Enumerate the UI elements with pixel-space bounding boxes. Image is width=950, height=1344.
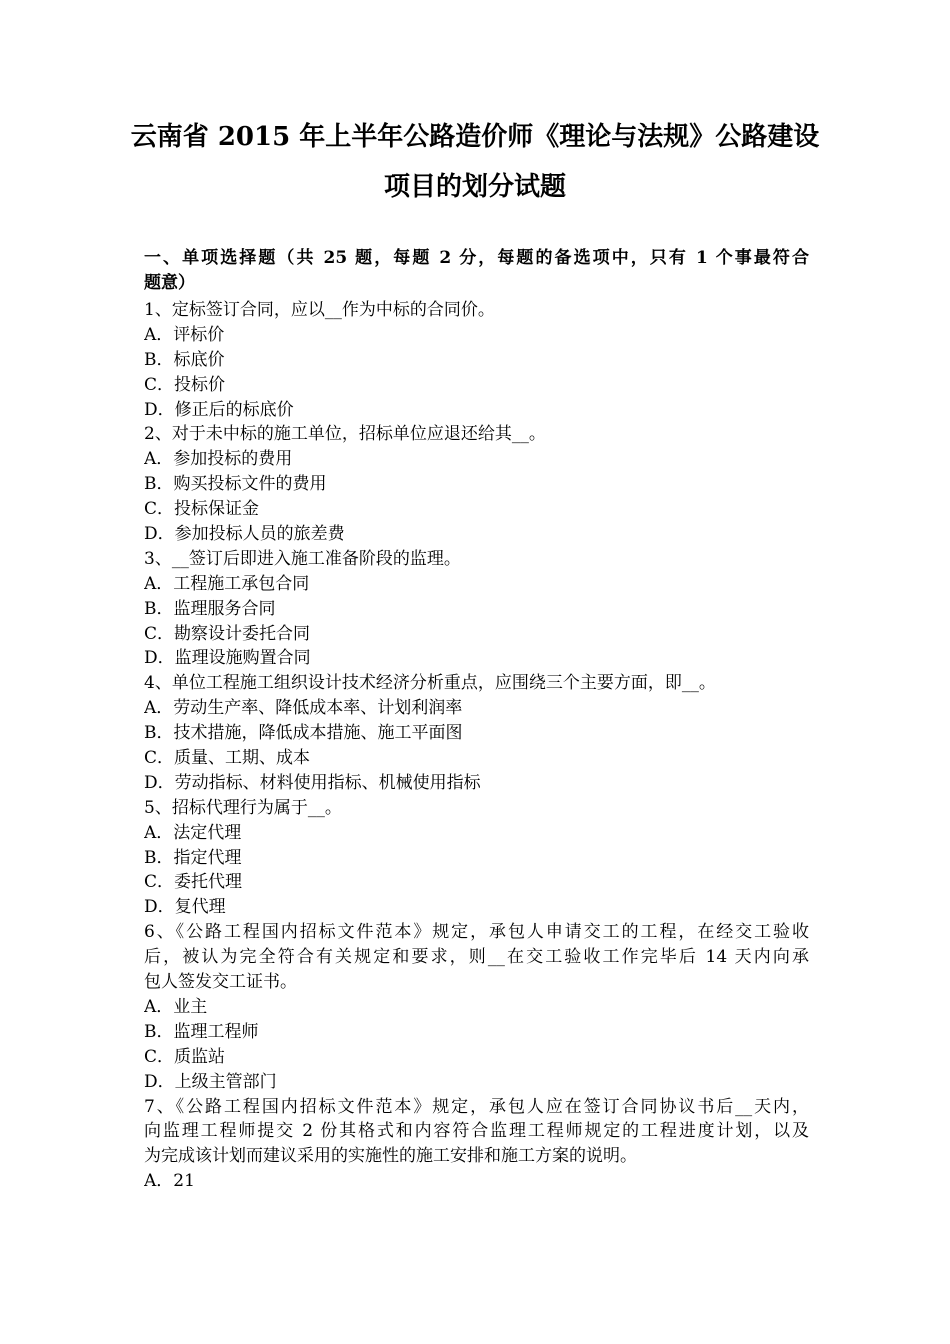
answer-option: A．劳动生产率、降低成本率、计划利润率 bbox=[144, 698, 463, 719]
answer-option: A．法定代理 bbox=[144, 822, 242, 843]
answer-option: C．投标价 bbox=[144, 374, 226, 395]
document-title-line-1: 云南省 2015 年上半年公路造价师《理论与法规》公路建设 bbox=[130, 122, 820, 152]
document-title-line-2: 项目的划分试题 bbox=[383, 172, 566, 202]
answer-option: D．修正后的标底价 bbox=[144, 399, 294, 420]
question-stem-line: 包人签发交工证书。 bbox=[144, 972, 297, 993]
answer-option: A．参加投标的费用 bbox=[144, 449, 293, 470]
answer-option: B．技术措施，降低成本措施、施工平面图 bbox=[144, 723, 463, 744]
answer-option: B．监理工程师 bbox=[144, 1021, 259, 1042]
question-stem-line: 2、对于未中标的施工单位，招标单位应退还给其__。 bbox=[144, 424, 546, 445]
question-item bbox=[144, 920, 809, 1094]
question-stem-line: 1、定标签订合同，应以__作为中标的合同价。 bbox=[144, 300, 495, 320]
answer-option: A．业主 bbox=[144, 996, 208, 1017]
question-item bbox=[144, 671, 809, 795]
answer-option: C．投标保证金 bbox=[144, 499, 260, 520]
answer-option: D．复代理 bbox=[144, 897, 226, 918]
question-item bbox=[144, 796, 809, 920]
question-stem-line: 为完成该计划而建议采用的实施性的施工安排和施工方案的说明。 bbox=[144, 1146, 637, 1167]
question-stem-line: 6、《公路工程国内招标文件范本》规定，承包人申请交工的工程，在经交工验收 bbox=[144, 922, 809, 943]
answer-option: C．质监站 bbox=[144, 1046, 226, 1067]
answer-option: A．工程施工承包合同 bbox=[144, 573, 310, 594]
section-heading-line-1: 一、单项选择题（共 25 题，每题 2 分，每题的备选项中，只有 1 个事最符合 bbox=[144, 248, 809, 268]
answer-option: B．指定代理 bbox=[144, 847, 242, 868]
section-heading bbox=[144, 246, 809, 296]
question-stem-line: 7、《公路工程国内招标文件范本》规定，承包人应在签订合同协议书后__天内， bbox=[144, 1096, 809, 1117]
answer-option: A．评标价 bbox=[144, 324, 225, 345]
answer-option: D．劳动指标、材料使用指标、机械使用指标 bbox=[144, 772, 481, 793]
question-stem-line: 4、单位工程施工组织设计技术经济分析重点，应围绕三个主要方面，即__。 bbox=[144, 673, 716, 694]
answer-option: D．参加投标人员的旅差费 bbox=[144, 524, 345, 545]
answer-option: D．监理设施购置合同 bbox=[144, 648, 311, 669]
question-list bbox=[144, 298, 809, 1194]
answer-option: B．标底价 bbox=[144, 349, 225, 370]
question-item bbox=[144, 298, 809, 422]
question-stem-line: 5、招标代理行为属于__。 bbox=[144, 797, 342, 818]
answer-option: C．委托代理 bbox=[144, 872, 243, 893]
question-item bbox=[144, 547, 809, 671]
question-item bbox=[144, 422, 809, 546]
answer-option: B．购买投标文件的费用 bbox=[144, 474, 327, 495]
question-stem-line: 向监理工程师提交 2 份其格式和内容符合监理工程师规定的工程进度计划，以及 bbox=[144, 1121, 809, 1142]
question-item bbox=[144, 1095, 809, 1195]
section-heading-line-2: 题意） bbox=[144, 273, 195, 293]
question-stem-line: 后，被认为完全符合有关规定和要求，则__在交工验收工作完毕后 14 天内向承 bbox=[144, 947, 809, 968]
answer-option: C．勘察设计委托合同 bbox=[144, 623, 311, 644]
answer-option: B．监理服务合同 bbox=[144, 598, 276, 619]
answer-option: C．质量、工期、成本 bbox=[144, 748, 311, 769]
answer-option: A．21 bbox=[144, 1171, 195, 1192]
question-stem-line: 3、__签订后即进入施工准备阶段的监理。 bbox=[144, 548, 461, 569]
answer-option: D．上级主管部门 bbox=[144, 1071, 277, 1092]
